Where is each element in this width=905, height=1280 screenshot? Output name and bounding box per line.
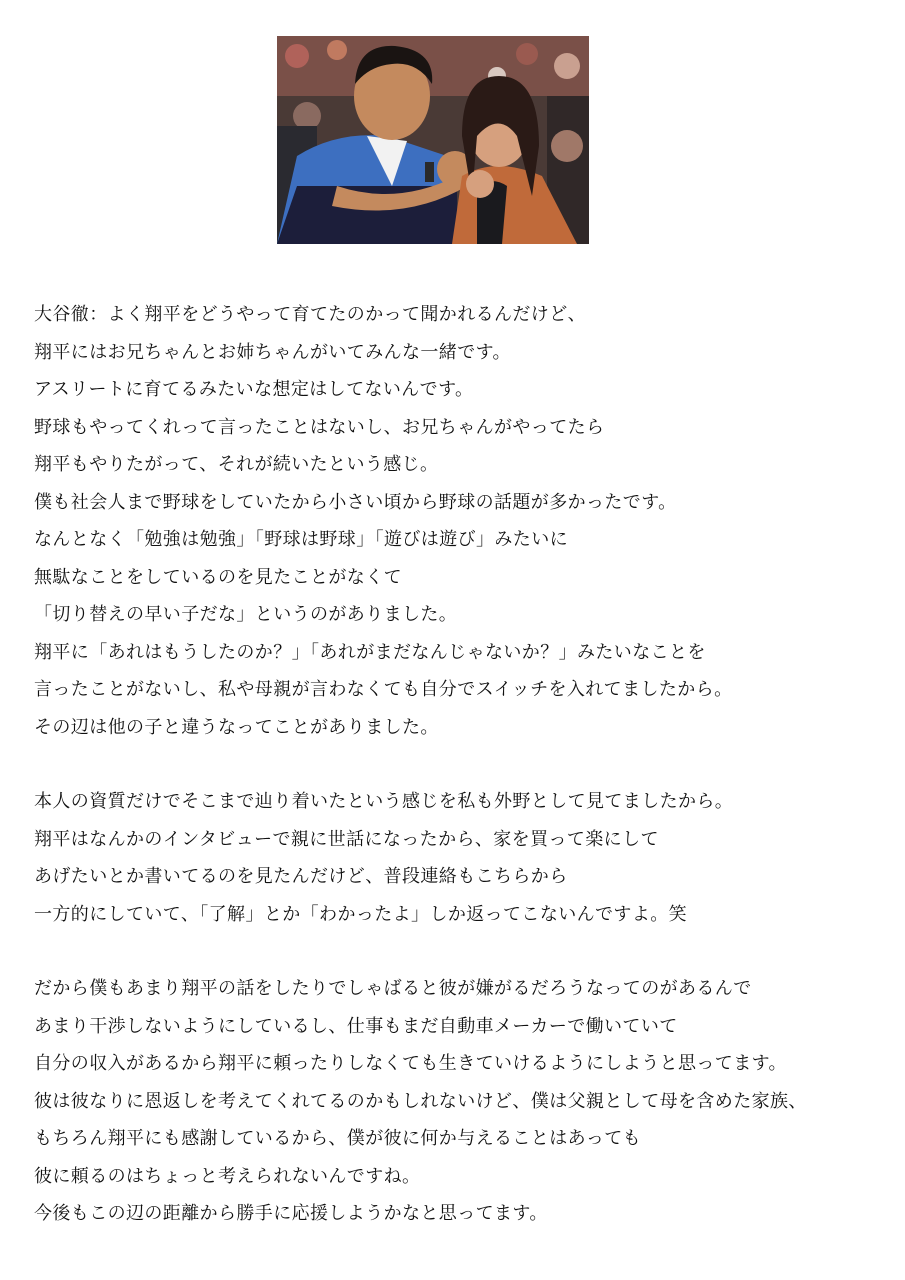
text-line: 翔平もやりたがって、それが続いたという感じ。: [34, 454, 439, 475]
photo-illustration: [277, 36, 589, 244]
text-line: 無駄なことをしているのを見たことがなくて: [34, 566, 402, 588]
text-line: 翔平に「あれはもうしたのか？」「あれがまだなんじゃないか？」みたいなことを: [34, 641, 706, 663]
text-line: 今後もこの辺の距離から勝手に応援しようかなと思ってます。: [34, 1203, 548, 1224]
text-line: 自分の収入があるから翔平に頼ったりしなくても生きていけるようにしようと思ってます。: [34, 1053, 787, 1074]
text-line: あまり干渉しないようにしているし、仕事もまだ自動車メーカーで働いていて: [34, 1015, 678, 1037]
text-line: なんとなく「勉強は勉強」「野球は野球」「遊びは遊び」みたいに: [34, 529, 568, 550]
text-line: 野球もやってくれって言ったことはないし、お兄ちゃんがやってたら: [34, 416, 605, 438]
text-line: もちろん翔平にも感謝しているから、僕が彼に何か与えることはあっても: [34, 1128, 642, 1149]
text-line: その辺は他の子と違うなってことがありました。: [34, 716, 439, 738]
text-line: だから僕もあまり翔平の話をしたりでしゃばると彼が嫌がるだろうなってのがあるんで: [34, 978, 752, 999]
text-line: 僕も社会人まで野球をしていたから小さい頃から野球の話題が多かったです。: [34, 491, 677, 513]
text-line: 彼は彼なりに恩返しを考えてくれてるのかもしれないけど、僕は父親として母を含めた家族、: [34, 1090, 807, 1112]
text-line: 翔平はなんかのインタビューで親に世話になったから、家を買って楽にして: [34, 828, 659, 850]
paragraph-3: [34, 970, 884, 1233]
text-line: 大谷徹：よく翔平をどうやって育てたのかって聞かれるんだけど、: [34, 304, 586, 325]
photo: [277, 36, 589, 244]
text-line: 翔平にはお兄ちゃんとお姉ちゃんがいてみんな一緒です。: [34, 341, 511, 363]
text-line: 彼に頼るのはちょっと考えられないんですね。: [34, 1165, 421, 1187]
paragraph-2: [34, 783, 884, 933]
text-line: 言ったことがないし、私や母親が言わなくても自分でスイッチを入れてましたから。: [34, 679, 733, 700]
text-line: 「切り替えの早い子だな」というのがありました。: [34, 604, 458, 625]
text-line: アスリートに育てるみたいな想定はしてないんです。: [34, 379, 474, 400]
paragraph-1: [34, 296, 884, 746]
text-line: あげたいとか書いてるのを見たんだけど、普段連絡もこちらから: [34, 866, 568, 887]
text-line: 一方的にしていて、「了解」とか「わかったよ」しか返ってこないんですよ。笑: [34, 903, 688, 925]
text-line: 本人の資質だけでそこまで辿り着いたという感じを私も外野として見てましたから。: [34, 791, 734, 812]
